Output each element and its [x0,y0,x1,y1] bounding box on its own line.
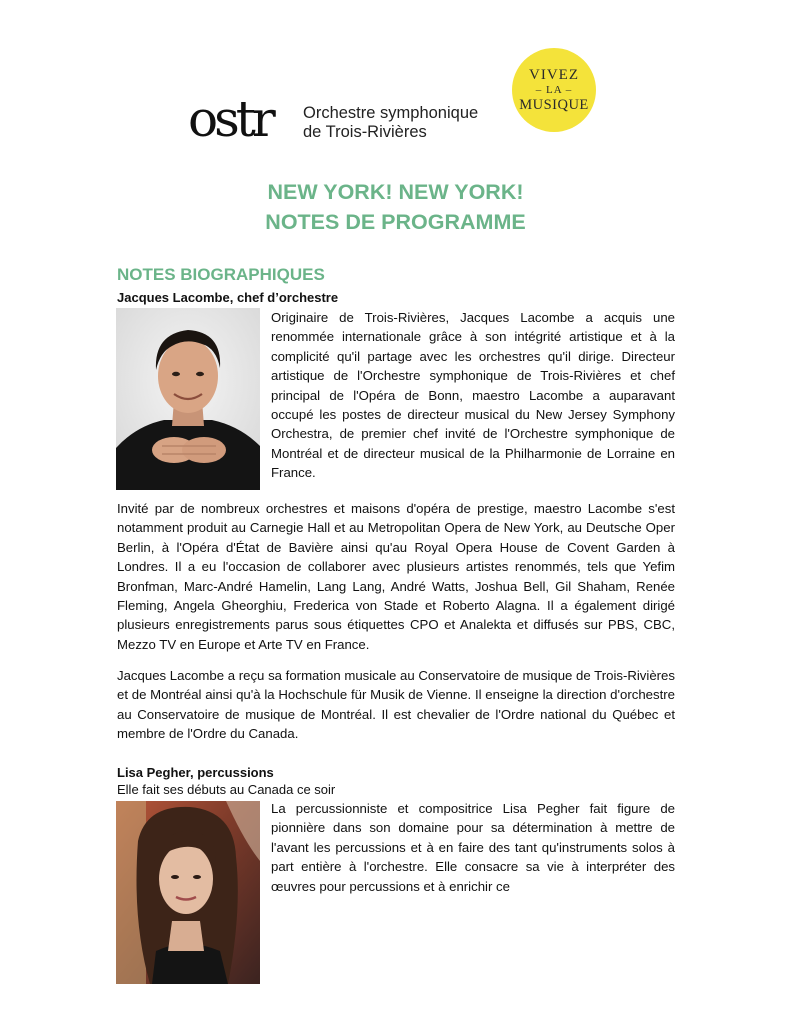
logo-mark-text: ostr [188,92,272,148]
pegher-subtitle: Elle fait ses débuts au Canada ce soir [117,782,336,797]
lacombe-bio-paragraph-3: Jacques Lacombe a reçu sa formation musicale au Conservatoire de musique de Trois-Rivières et de Montréal ainsi qu'à la Hochschule für Musik de Vienne. Il enseigne la direction d'orchestre au Conservatoire de musique de Montréal. Il est chevalier de l'Ordre national du Québec et membre de l'Ordre du Canada. [117,668,675,742]
logo-line-2: de Trois-Rivières [303,123,427,141]
logo-wordmark [303,104,478,142]
badge-line-1: VIVEZ [529,66,579,83]
badge-line-3: MUSIQUE [519,96,589,113]
title-line-2: NOTES DE PROGRAMME [265,210,526,234]
section-heading: NOTES BIOGRAPHIQUES [117,265,325,284]
ostr-logo [186,92,294,152]
pegher-name: Lisa Pegher, percussions [117,765,274,780]
logo-line-1: Orchestre symphonique [303,104,479,122]
lacombe-name: Jacques Lacombe, chef d’orchestre [117,290,339,305]
page-title [0,177,791,237]
pegher-photo [116,801,260,984]
vivez-la-musique-badge [512,48,596,132]
lacombe-bio-paragraph-2: Invité par de nombreux orchestres et maisons d'opéra de prestige, maestro Lacombe s'est notamment produit au Carnegie Hall et au Metropolitan Opera de New York, au Deutsche Oper Berlin, à l'Opéra d'État de Bavière ainsi qu'au Royal Opera House de Covent Garden à Londres. Il a eu l'occasion de collaborer avec plusieurs artistes renommés, tels que Yefim Bronfman, Marc-André Hamelin, Lang Lang, André Watts, Joshua Bell, Gil Shaham, Renée Fleming, Angela Gheorghiu, Frederica von Stade et Roberto Alagna. Il a également dirigé plusieurs enregistrements parus sous étiquettes CPO et Analekta et diffusés sur PBS, CBC, Mezzo TV en Europe et Arte TV en France. [117,501,675,652]
pegher-bio-paragraph-1: La percussionniste et compositrice Lisa Pegher fait figure de pionnière dans son domaine pour sa détermination à mettre de l'avant les percussions et à en faire des tant qu'instruments solos à part entière à l'orchestre. Elle consacre sa vie à interpréter des œuvres pour percussions et à enrichir ce [271,801,675,894]
lacombe-photo [116,308,260,490]
badge-line-2: – LA – [535,83,573,96]
pegher-portrait-icon [116,801,260,984]
lacombe-bio-paragraph-1: Originaire de Trois-Rivières, Jacques Lacombe a acquis une renommée internationale grâce à son intégrité artistique et à la complicité qu'il partage avec les orchestres qu'il dirige. Directeur artistique de l'Orchestre symphonique de Trois-Rivières et chef principal de l'Opéra de Bonn, maestro Lacombe a auparavant occupé les postes de directeur musical du New Jersey Symphony Orchestra, de premier chef invité de l'Orchestre symphonique de Montréal et de directeur musical de la Philharmonie de Lorraine en France. [271,310,675,481]
title-line-1: NEW YORK! NEW YORK! [267,180,524,204]
lacombe-portrait-icon [116,308,260,490]
